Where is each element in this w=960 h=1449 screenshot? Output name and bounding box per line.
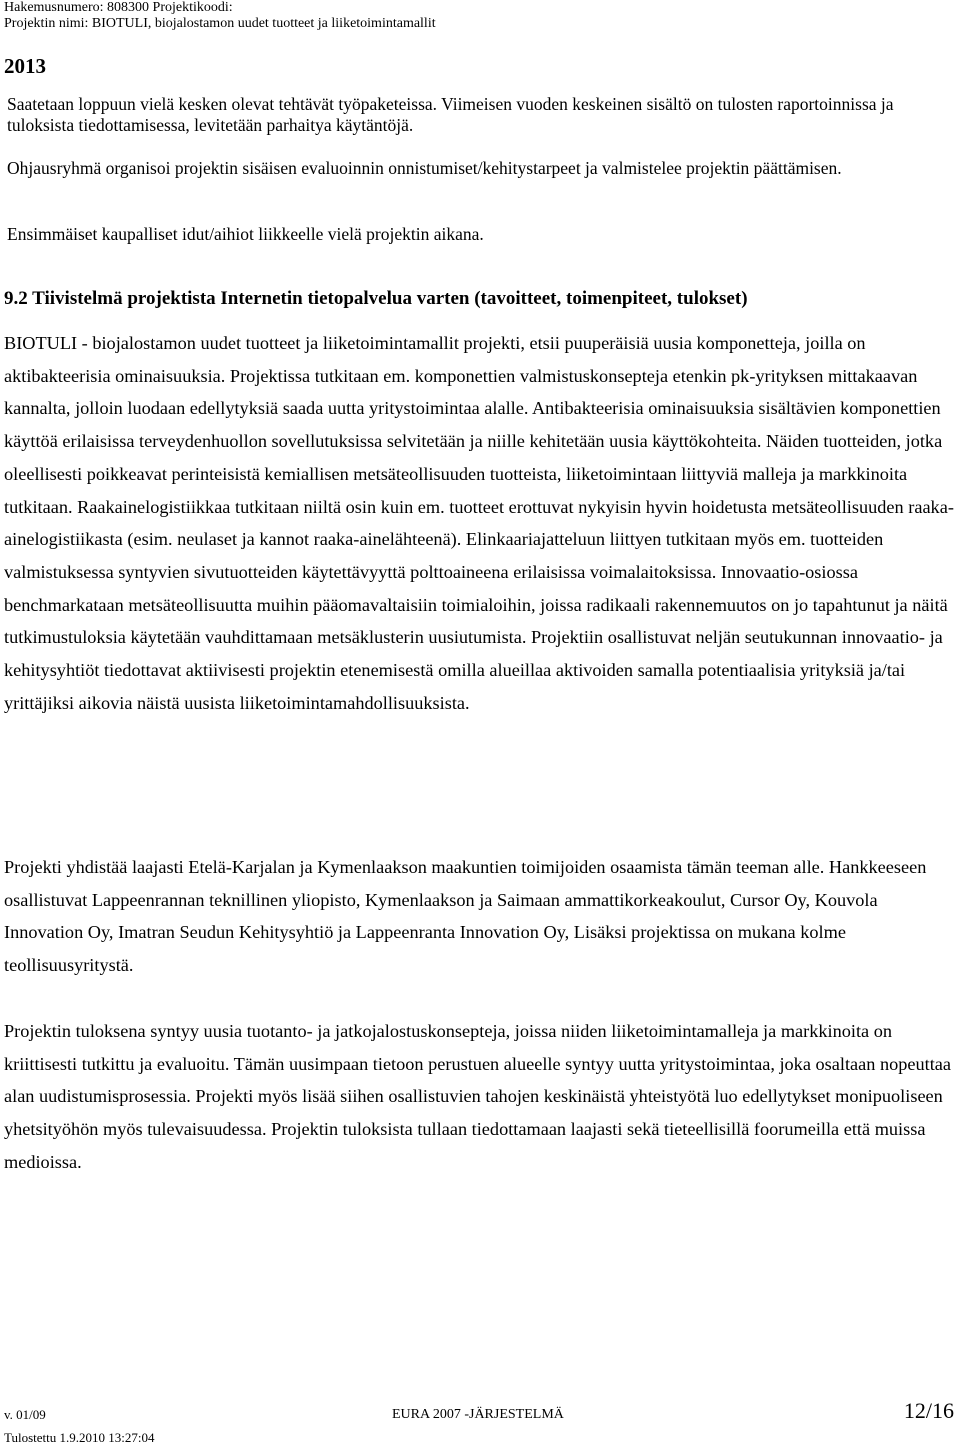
summary-paragraph-2: Projekti yhdistää laajasti Etelä-Karjalan ja Kymenlaakson maakuntien toimijoiden osaamista tämän teeman alle. Hankkeeseen osallistuvat Lappeenrannan teknillinen yliopisto, Kymenlaakson ja Saimaan ammattikorkeakoulut, Cursor Oy, Kouvola Innovation Oy, Imatran Seudun Kehitysyhtiö ja Lappeenranta Innovation Oy, Lisäksi projektissa on mukana kolme teollisuusyritystä. — [4, 857, 927, 976]
application-number: Hakemusnumero: 808300 Projektikoodi: — [4, 0, 233, 15]
paragraph-2013-3: Ensimmäiset kaupalliset idut/aihiot liikkeelle vielä projektin aikana. — [7, 224, 484, 244]
print-timestamp: Tulostettu 1.9.2010 13:27:04 — [4, 1430, 155, 1445]
page-number: 12/16 — [903, 1398, 954, 1423]
year-heading: 2013 — [4, 54, 46, 78]
project-name: Projektin nimi: BIOTULI, biojalostamon uudet tuotteet ja liiketoimintamallit — [4, 16, 436, 31]
page-header — [4, 0, 436, 32]
section-heading: 9.2 Tiivistelmä projektista Internetin tietopalvelua varten (tavoitteet, toimenpiteet, tulokset) — [4, 288, 748, 309]
footer-version: v. 01/09 — [4, 1407, 46, 1422]
paragraph-2013-2: Ohjausryhmä organisoi projektin sisäisen evaluoinnin onnistumiset/kehitystarpeet ja valmistelee projektin päättämisen. — [7, 158, 842, 178]
paragraph-2013-1: Saatetaan loppuun vielä kesken olevat tehtävät työpaketeissa. Viimeisen vuoden keskeinen sisältö on tulosten raportoinnissa ja tuloksista tiedottamisessa, levitetään parhaitya käytäntöjä. — [7, 94, 894, 135]
summary-paragraph-1: BIOTULI - biojalostamon uudet tuotteet ja liiketoimintamallit projekti, etsii puuperäisiä uusia komponetteja, joilla on aktibakteerisia ominaisuuksia. Projektissa tutkitaan em. komponettien valmistuskonsepteja etenkin pk-yrityksen mittakaavan kannalta, jolloin luodaan edellytyksiä saada uutta yritystoimintaa alalle. Antibakteerisia ominaisuuksia sisältävien komponettien käyttöä erilaisissa terveydenhuollon sovellutuksissa selvitetään ja niille kehitetään uusia käyttökohteita. Näiden tuotteiden, jotka oleellisesti poikkeavat perinteisistä kemiallisen metsäteollisuuden tuotteista, liiketoimintaan liittyviä malleja ja markkinoita tutkitaan. Raakainelogistiikkaa tutkitaan niiltä osin kuin em. tuotteet erottuvat nykyisin hyvin hoidetusta metsäteollisuuden raaka-ainelogistiikasta (esim. neulaset ja kannot raaka-ainelähteenä). Elinkaariajatteluun liittyen tutkitaan myös em. tuotteiden valmistuksessa syntyvien sivutuotteiden käytettävyyttä polttoaineena erilaisissa voimalaitoksissa. Innovaatio-osiossa benchmarkataan metsäteollisuutta muihin pääomavaltaisiin toimialoihin, joissa radikaali rakennemuutos on jo tapahtunut ja näitä tutkimustuloksia käytetään vauhdittamaan metsäklusterin uusiutumista. Projektiin osallistuvat neljän seutukunnan innovaatio- ja kehitysyhtiöt tiedottavat aktiivisesti projektin etenemisestä omilla alueillaa aktivoiden samalla potentiaalisia yrityksiä ja/tai yrittäjiksi aikovia näistä uusista liiketoimintamahdollisuuksista. — [4, 333, 954, 713]
summary-paragraph-3: Projektin tuloksena syntyy uusia tuotanto- ja jatkojalostuskonsepteja, joissa niiden liiketoimintamalleja ja markkinoita on kriittisesti tutkittu ja evaluoitu. Tämän uusimpaan tietoon perustuen alueelle syntyy uutta yritystoimintaa, joka osaltaan nopeuttaa alan uudistumisprosessia. Projekti myös lisää siihen osallistuvien tahojen keskinäistä yhteistyötä luo edellytykset monipuoliseen yhetsityöhön myös tulevaisuudessa. Projektin tuloksista tullaan tiedottamaan laajasti sekä tieteellisillä foorumeilla että muissa medioissa. — [4, 1021, 952, 1172]
footer-system: EURA 2007 -JÄRJESTELMÄ — [392, 1407, 564, 1422]
